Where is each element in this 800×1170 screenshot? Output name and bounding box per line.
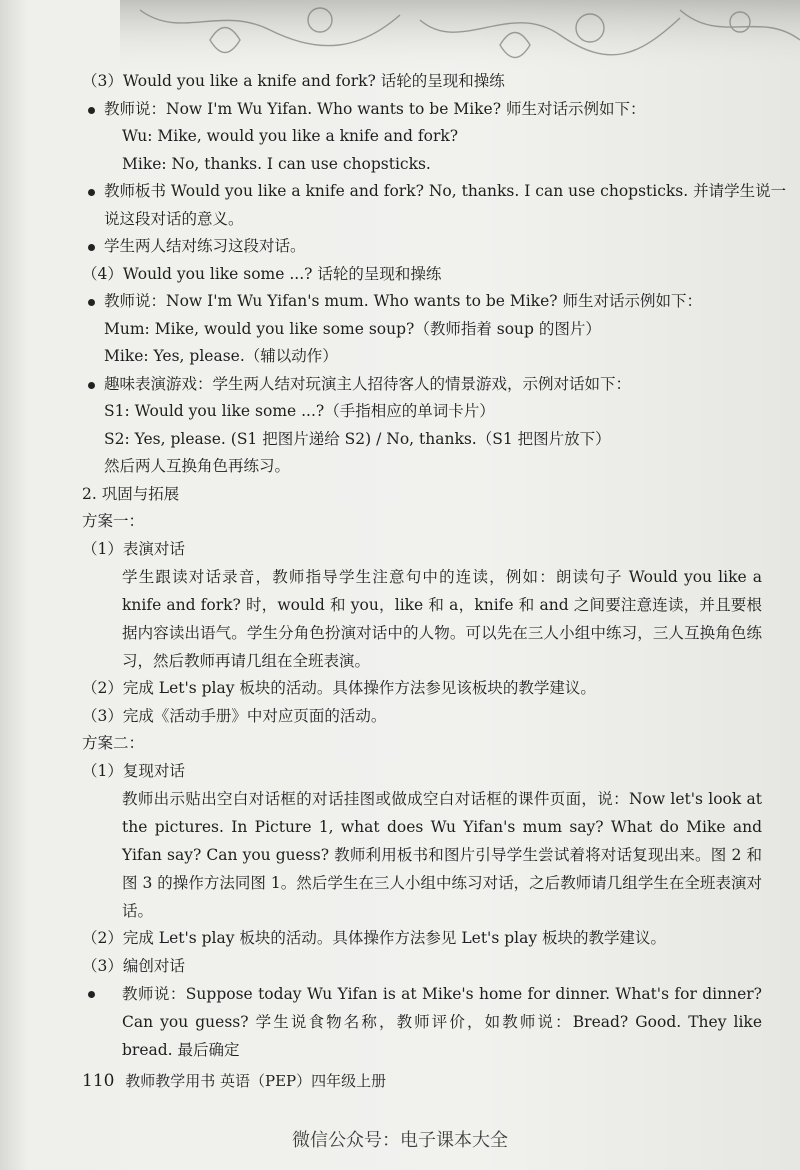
- book-title: 教师教学用书 英语（PEP）四年级上册: [125, 1072, 387, 1090]
- text-line: 方案一：: [82, 512, 145, 530]
- text-line: Mike: Yes, please.（辅以动作）: [104, 347, 338, 365]
- text-line: （3）编创对话: [82, 956, 185, 975]
- text-line: Wu: Mike, would you like a knife and fork?: [122, 127, 459, 145]
- floral-header-decoration: [120, 0, 800, 72]
- text-line: Mike: No, thanks. I can use chopsticks.: [122, 154, 431, 173]
- document-body: [82, 68, 787, 1064]
- text-line: 方案二：: [82, 734, 145, 752]
- bullet-item: 教师说：Suppose today Wu Yifan is at Mike's home for dinner. What's for dinner? Can you guess? 学生说食物名称，教师评价，如教师说：Bread? Good. They like bread. 最后确定: [82, 980, 762, 1064]
- text-line: （3）Would you like a knife and fork? 话轮的呈现和操练: [82, 72, 505, 90]
- text-line: S1: Would you like some ...?（手指相应的单词卡片）: [104, 402, 495, 420]
- text-line: （2）完成 Let's play 板块的活动。具体操作方法参见 Let's play 板块的教学建议。: [82, 929, 666, 947]
- text-line: Mum: Mike, would you like some soup?（教师指着 soup 的图片）: [104, 319, 601, 338]
- page-number: 110: [82, 1071, 115, 1091]
- paragraph: 学生跟读对话录音，教师指导学生注意句中的连读，例如：朗读句子 Would you like a knife and fork? 时，would 和 you，like 和 a，knife 和 and 之间要注意连读，并且要根据内容读出语气。学生分角色扮演对话中的人物。可以先在三人小组中练习，三人互换角色练习，然后教师再请几组在全班表演。: [122, 568, 762, 670]
- bullet-item: 学生两人结对练习这段对话。: [82, 233, 762, 261]
- text-line: 然后两人互换角色再练习。: [104, 457, 291, 475]
- text-line: （3）完成《活动手册》中对应页面的活动。: [82, 706, 387, 725]
- text-line: 说这段对话的意义。: [104, 209, 244, 228]
- text-line: （2）完成 Let's play 板块的活动。具体操作方法参见该板块的教学建议。: [82, 679, 596, 697]
- bullet-item: 教师说：Now I'm Wu Yifan. Who wants to be Mike? 师生对话示例如下：: [82, 96, 762, 124]
- text-line: S2: Yes, please. (S1 把图片递给 S2) / No, thanks.（S1 把图片放下）: [104, 429, 611, 448]
- text-line: （4）Would you like some ...? 话轮的呈现和操练: [82, 264, 442, 283]
- watermark-text: 微信公众号：电子课本大全: [292, 1130, 508, 1151]
- paragraph: 教师出示贴出空白对话框的对话挂图或做成空白对话框的课件页面，说：Now let's look at the pictures. In Picture 1, what does Wu Yifan's mum say? What do Mike and Yifan say? Can you guess? 教师利用板书和图片引导学生尝试着将对话复现出来。图 2 和图 3 的操作方法同图 1。然后学生在三人小组中练习对话，之后教师请几组学生在全班表演对话。: [122, 790, 762, 920]
- text-line: （1）表演对话: [82, 539, 185, 558]
- page-footer: [82, 1070, 386, 1091]
- bullet-item: 教师说：Now I'm Wu Yifan's mum. Who wants to be Mike? 师生对话示例如下：: [82, 288, 762, 316]
- bullet-item: 趣味表演游戏：学生两人结对玩演主人招待客人的情景游戏，示例对话如下：: [82, 371, 762, 399]
- bullet-item: 教师板书 Would you like a knife and fork? No, thanks. I can use chopsticks. 并请学生说一: [82, 178, 762, 206]
- text-line: （1）复现对话: [82, 761, 185, 780]
- text-line: 2. 巩固与拓展: [82, 484, 180, 503]
